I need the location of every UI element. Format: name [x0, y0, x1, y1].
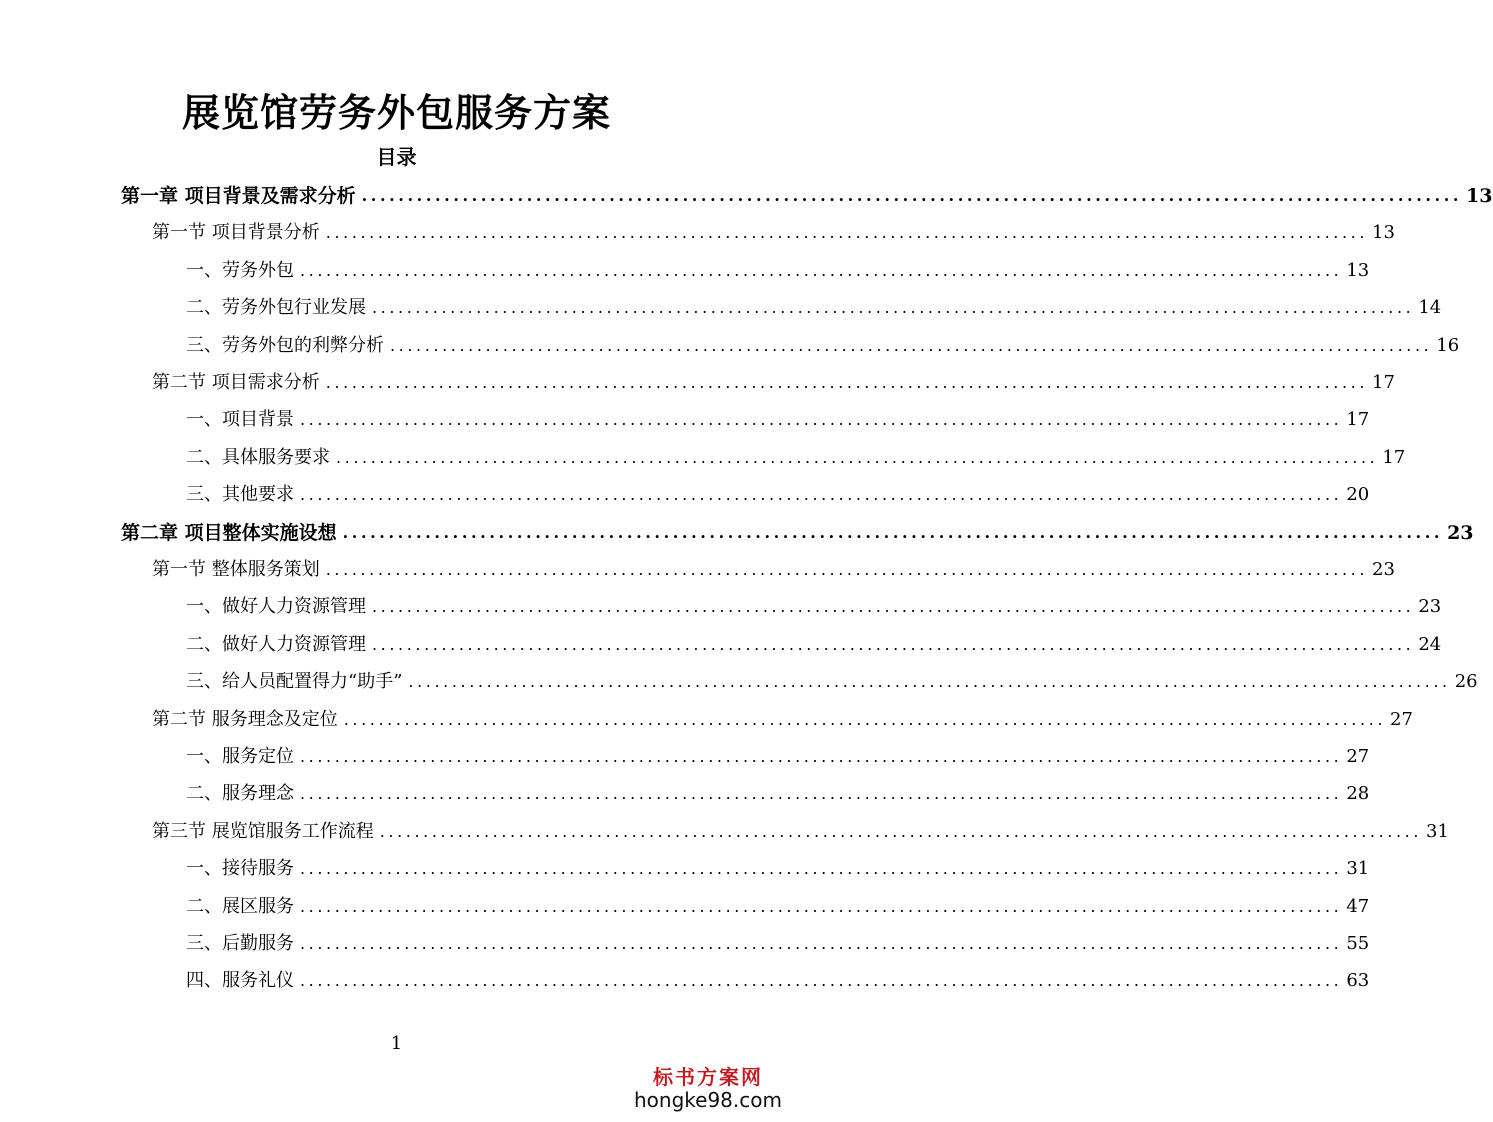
- toc-entry-label: 第一节 整体服务策划: [152, 559, 320, 580]
- toc-entry[interactable]: [186, 739, 1370, 769]
- toc-entry-page: 31: [1426, 821, 1449, 842]
- toc-leader-dots: ........................................................................................................................: [390, 336, 1433, 355]
- toc-entry-page: 27: [1390, 709, 1413, 730]
- toc-entry[interactable]: [152, 365, 1395, 395]
- toc-leader-dots: ........................................................................................................................: [361, 186, 1463, 205]
- toc-entry[interactable]: [152, 814, 1449, 844]
- toc-leader-dots: ........................................................................................................................: [325, 373, 1369, 392]
- document-title: 展览馆劳务外包服务方案: [181, 90, 611, 135]
- toc-entry[interactable]: [186, 589, 1442, 619]
- toc-entry-label: 一、服务定位: [186, 746, 294, 767]
- toc-entry-label: 一、做好人力资源管理: [186, 596, 366, 617]
- toc-entry-page: 31: [1346, 858, 1370, 879]
- toc-entry-page: 17: [1346, 409, 1370, 430]
- toc-entry-page: 14: [1418, 297, 1442, 318]
- toc-entry[interactable]: [186, 889, 1370, 919]
- toc-entry[interactable]: [152, 215, 1395, 245]
- watermark: [633, 1066, 783, 1112]
- toc-entry[interactable]: [186, 664, 1478, 694]
- toc-leader-dots: ........................................................................................................................: [342, 523, 1444, 542]
- toc-entry-label: 二、做好人力资源管理: [186, 634, 366, 655]
- toc-leader-dots: ........................................................................................................................: [300, 747, 1343, 766]
- toc-entry-page: 17: [1372, 372, 1395, 393]
- toc-entry-page: 17: [1382, 447, 1406, 468]
- toc-entry[interactable]: [186, 627, 1442, 657]
- toc-entry-page: 23: [1372, 559, 1395, 580]
- toc-entry[interactable]: [121, 178, 1493, 208]
- toc-leader-dots: ........................................................................................................................: [372, 597, 1415, 616]
- toc-entry-page: 16: [1436, 335, 1460, 356]
- toc-leader-dots: ........................................................................................................................: [325, 560, 1369, 579]
- toc-entry[interactable]: [186, 926, 1370, 956]
- toc-entry-label: 二、展区服务: [186, 896, 294, 917]
- toc-leader-dots: ........................................................................................................................: [300, 784, 1343, 803]
- toc-leader-dots: ........................................................................................................................: [325, 223, 1369, 242]
- toc-entry-label: 三、后勤服务: [186, 933, 294, 954]
- toc-entry[interactable]: [186, 253, 1370, 283]
- toc-entry[interactable]: [186, 290, 1442, 320]
- toc-leader-dots: ........................................................................................................................: [300, 859, 1343, 878]
- toc-entry-page: 20: [1346, 484, 1370, 505]
- toc-entry[interactable]: [186, 402, 1370, 432]
- toc-entry-page: 23: [1447, 522, 1474, 544]
- toc-entry-label: 一、接待服务: [186, 858, 294, 879]
- toc-leader-dots: ........................................................................................................................: [300, 261, 1343, 280]
- toc-entry-label: 二、服务理念: [186, 783, 294, 804]
- toc-leader-dots: ........................................................................................................................: [372, 635, 1415, 654]
- toc-entry-label: 第三节 展览馆服务工作流程: [152, 821, 374, 842]
- toc-entry-page: 55: [1346, 933, 1370, 954]
- toc-entry[interactable]: [186, 851, 1370, 881]
- toc-entry-page: 13: [1372, 222, 1395, 243]
- toc-entry-label: 第二章 项目整体实施设想: [121, 522, 337, 544]
- toc-entry[interactable]: [152, 552, 1395, 582]
- toc-entry-label: 第二节 项目需求分析: [152, 372, 320, 393]
- toc-entry-label: 一、劳务外包: [186, 260, 294, 281]
- page-number: 1: [390, 1033, 403, 1054]
- toc-entry-label: 第二节 服务理念及定位: [152, 709, 338, 730]
- toc-entry-page: 26: [1454, 671, 1478, 692]
- watermark-domain: hongke98.com: [634, 1088, 782, 1112]
- toc-leader-dots: ........................................................................................................................: [336, 448, 1379, 467]
- toc-entry-page: 47: [1346, 896, 1370, 917]
- toc-entry-page: 28: [1346, 783, 1370, 804]
- toc-leader-dots: ........................................................................................................................: [300, 934, 1343, 953]
- watermark-brand: 标书方案网: [653, 1065, 763, 1089]
- toc-entry[interactable]: [121, 515, 1474, 545]
- toc-entry[interactable]: [152, 702, 1413, 732]
- toc-entry-label: 三、给人员配置得力“助手”: [186, 671, 403, 692]
- toc-entry[interactable]: [186, 477, 1370, 507]
- toc-entry-page: 24: [1418, 634, 1442, 655]
- toc-entry-page: 13: [1346, 260, 1370, 281]
- toc-entry[interactable]: [186, 776, 1370, 806]
- toc-entry-label: 二、具体服务要求: [186, 447, 330, 468]
- toc-leader-dots: ........................................................................................................................: [300, 971, 1343, 990]
- toc-leader-dots: ........................................................................................................................: [372, 298, 1415, 317]
- toc-entry-label: 三、其他要求: [186, 484, 294, 505]
- toc-entry-label: 四、服务礼仪: [186, 970, 294, 991]
- toc-leader-dots: ........................................................................................................................: [300, 485, 1343, 504]
- toc-entry-page: 63: [1346, 970, 1370, 991]
- toc-entry-page: 23: [1418, 596, 1442, 617]
- toc-leader-dots: ........................................................................................................................: [300, 410, 1343, 429]
- toc-entry[interactable]: [186, 440, 1406, 470]
- toc-entry[interactable]: [186, 328, 1460, 358]
- toc-heading: 目录: [376, 145, 417, 169]
- toc-leader-dots: ........................................................................................................................: [343, 710, 1387, 729]
- toc-entry-label: 一、项目背景: [186, 409, 294, 430]
- toc-entry[interactable]: [186, 963, 1370, 993]
- toc-leader-dots: ........................................................................................................................: [300, 897, 1343, 916]
- toc-leader-dots: ........................................................................................................................: [408, 672, 1451, 691]
- toc-entry-page: 13: [1466, 185, 1493, 207]
- toc-entry-page: 27: [1346, 746, 1370, 767]
- toc-leader-dots: ........................................................................................................................: [379, 822, 1423, 841]
- toc-entry-label: 二、劳务外包行业发展: [186, 297, 366, 318]
- toc-entry-label: 三、劳务外包的利弊分析: [186, 335, 384, 356]
- toc-entry-label: 第一章 项目背景及需求分析: [121, 185, 356, 207]
- toc-entry-label: 第一节 项目背景分析: [152, 222, 320, 243]
